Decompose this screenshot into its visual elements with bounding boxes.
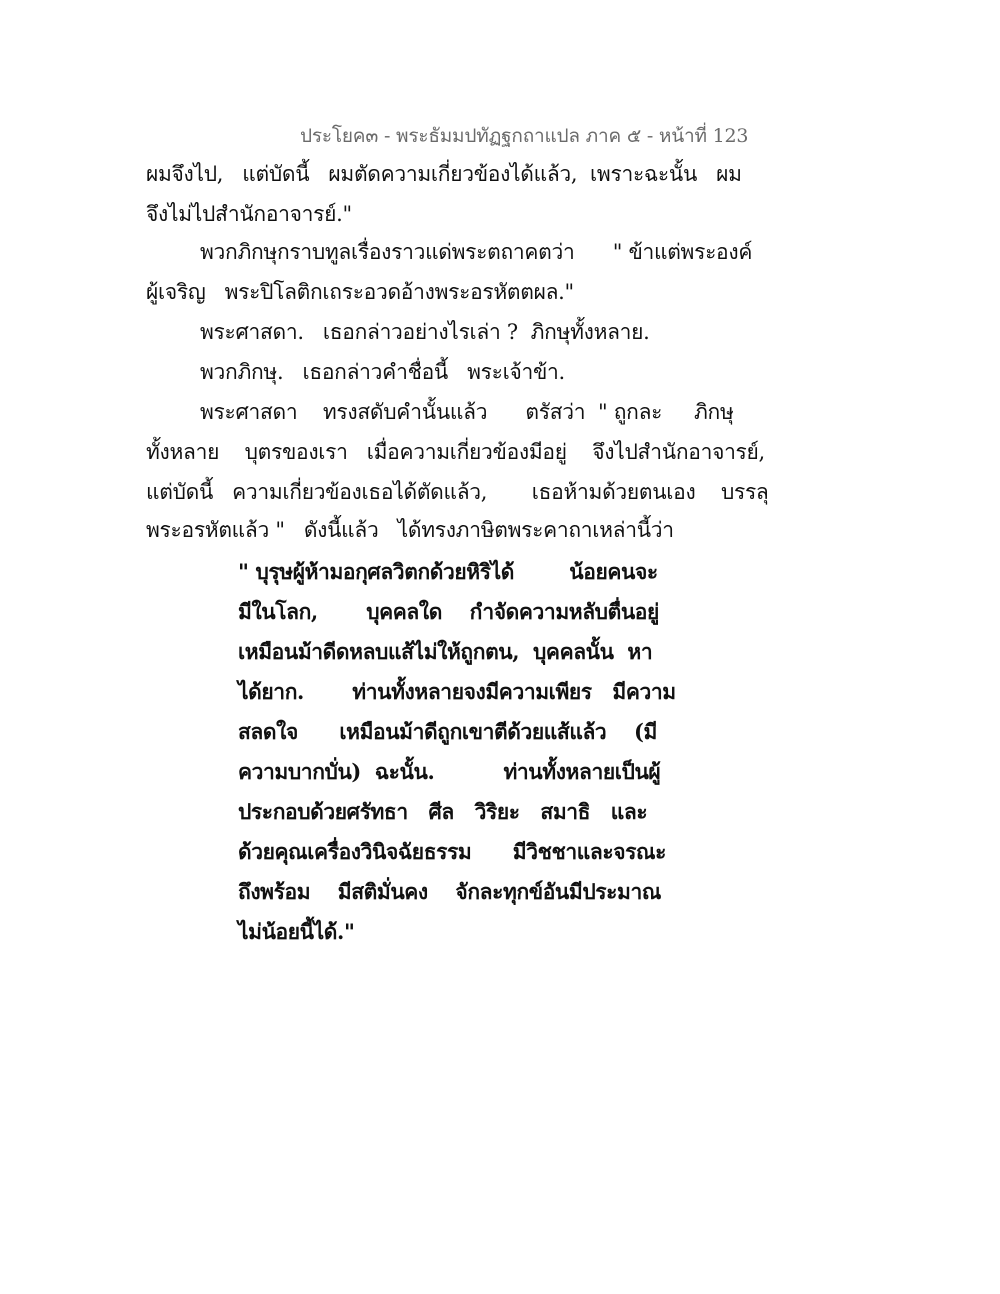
body-line: พระศาสดา ทรงสดับคำนั้นแล้ว ตรัสว่า " ถูกละ ภิกษุ (200, 400, 734, 424)
body-line: ผมจึงไป, แต่บัดนี้ ผมตัดความเกี่ยวข้องได้แล้ว, เพราะฉะนั้น ผม (146, 162, 742, 186)
body-line: แต่บัดนี้ ความเกี่ยวข้องเธอได้ตัดแล้ว, เธอห้ามด้วยตนเอง บรรลุ (146, 480, 769, 504)
verse-line: เหมือนม้าดีดหลบแส้ไม่ให้ถูกตน, บุคคลนั้น หา (238, 639, 653, 664)
verse-line: ด้วยคุณเครื่องวินิจฉัยธรรม มีวิชชาและจรณะ (238, 839, 666, 864)
verse-line: ถึงพร้อม มีสติมั่นคง จักละทุกข์อันมีประมาณ (238, 879, 661, 904)
body-line: จึงไม่ไปสำนักอาจารย์." (146, 202, 352, 226)
verse-line: สลดใจ เหมือนม้าดีถูกเขาตีด้วยแส้แล้ว (มี (238, 719, 657, 744)
body-line: ทั้งหลาย บุตรของเรา เมื่อความเกี่ยวข้องมีอยู่ จึงไปสำนักอาจารย์, (146, 440, 765, 464)
verse-line: " บุรุษผู้ห้ามอกุศลวิตกด้วยหิริได้ น้อยคนจะ (238, 559, 658, 584)
page-header: ประโยค๓ - พระธัมมปทัฏฐกถาแปล ภาค ๕ - หน้าที่ 123 (300, 125, 749, 147)
body-line: พวกภิกษุ. เธอกล่าวคำชื่อนี้ พระเจ้าข้า. (200, 360, 565, 384)
verse-line: ได้ยาก. ท่านทั้งหลายจงมีความเพียร มีความ (238, 679, 676, 704)
verse-line: ประกอบด้วยศรัทธา ศีล วิริยะ สมาธิ และ (238, 799, 648, 824)
body-line: พวกภิกษุกราบทูลเรื่องราวแด่พระตถาคตว่า " ข้าแต่พระองค์ (200, 240, 753, 264)
verse-line: มีในโลก, บุคคลใด กำจัดความหลับตื่นอยู่ (238, 599, 659, 624)
body-line: พระอรหัตแล้ว " ดังนี้แล้ว ได้ทรงภาษิตพระคาถาเหล่านี้ว่า (146, 518, 674, 542)
body-line: ผู้เจริญ พระปิโลติกเถระอวดอ้างพระอรหัตตผล." (146, 280, 574, 304)
body-line: พระศาสดา. เธอกล่าวอย่างไรเล่า ? ภิกษุทั้งหลาย. (200, 320, 650, 344)
verse-line: ความบากบั่น) ฉะนั้น. ท่านทั้งหลายเป็นผู้ (238, 759, 661, 784)
verse-line: ไม่น้อยนี้ได้." (238, 919, 355, 944)
